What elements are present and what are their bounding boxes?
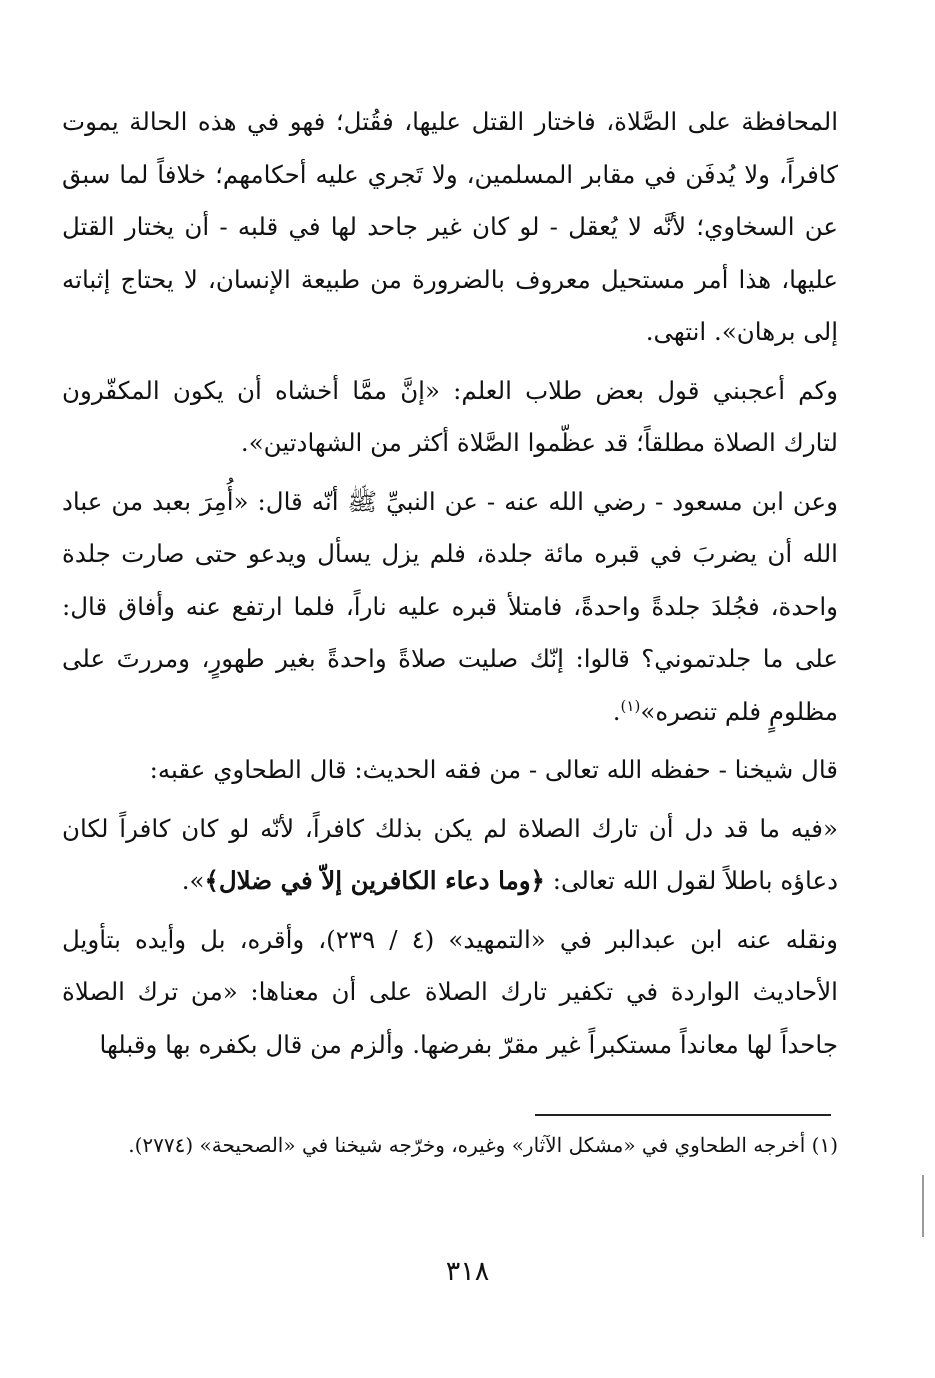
scan-edge-mark	[922, 1175, 924, 1237]
body-text	[62, 96, 838, 1071]
paragraph-2	[62, 365, 838, 470]
paragraph-1	[62, 96, 838, 359]
paragraph-5	[62, 803, 838, 908]
paragraph-3	[62, 476, 838, 739]
footnote-separator	[535, 1114, 831, 1116]
paragraph-5-text: «فيه ما قد دل أن تارك الصلاة لم يكن بذلك كافراً، لأنّه لو كان كافراً لكان دعاؤه باطلاً لقول الله تعالى:	[62, 813, 838, 895]
paragraph-1-text: المحافظة على الصَّلاة، فاختار القتل عليها، فقُتل؛ فهو في هذه الحالة يموت كافراً، ولا يُدفَن في مقابر المسلمين، ولا تَجري عليه أحكامهم؛ خلافاً لما سبق عن السخاوي؛ لأنَّه لا يُعقل - لو كان غير جاحد لها في قلبه - أن يختار القتل عليها، هذا أمر مستحيل معروف بالضرورة من طبيعة الإنسان، لا يحتاج إثباته إلى برهان». انتهى.	[62, 107, 838, 346]
footnote-reference: (١)	[620, 696, 641, 715]
paragraph-3-end: .	[612, 696, 621, 726]
paragraph-2-text: وكم أعجبني قول بعض طلاب العلم: «إنَّ ممَّا أخشاه أن يكون المكفّرون لتارك الصلاة مطلقاً؛ قد عظّموا الصَّلاة أكثر من الشهادتين».	[62, 375, 838, 457]
paragraph-6-text: ونقله عنه ابن عبدالبر في «التمهيد» (٤ / ٢٣٩)، وأقره، بل وأيده بتأويل الأحاديث الواردة في تكفير تارك الصلاة على أن معناها: «من ترك الصلاة جاحداً لها معانداً مستكبراً غير مقرّ بفرضها. وألزم من قال بكفره بها وقبلها	[62, 924, 838, 1059]
paragraph-3-text: وعن ابن مسعود - رضي الله عنه - عن النبيِّ ﷺ أنّه قال: «أُمِرَ بعبد من عباد الله أن يضربَ في قبره مائة جلدة، فلم يزل يسأل ويدعو حتى صارت جلدة واحدة، فجُلدَ جلدةً واحدةً، فامتلأ قبره عليه ناراً، فلما ارتفع عنه وأفاق قال: على ما جلدتموني؟ قالوا: إنّك صليت صلاةً واحدةً بغير طهورٍ، ومررتَ على مظلومٍ فلم تنصره»	[62, 486, 838, 726]
paragraph-4-text: قال شيخنا - حفظه الله تعالى - من فقه الحديث: قال الطحاوي عقبه:	[149, 755, 838, 784]
paragraph-6	[62, 914, 838, 1072]
page-number: ٣١٨	[445, 1256, 490, 1287]
paragraph-4	[62, 744, 838, 797]
footnote-text: (١) أخرجه الطحاوي في «مشكل الآثار» وغيره، وخرّجه شيخنا في «الصحيحة» (٢٧٧٤).	[128, 1133, 838, 1157]
quran-verse: ﴿وما دعاء الكافرين إلاّ في ضلال﴾	[204, 866, 545, 895]
paragraph-5-end: ».	[181, 866, 205, 895]
footnote	[62, 1124, 838, 1166]
